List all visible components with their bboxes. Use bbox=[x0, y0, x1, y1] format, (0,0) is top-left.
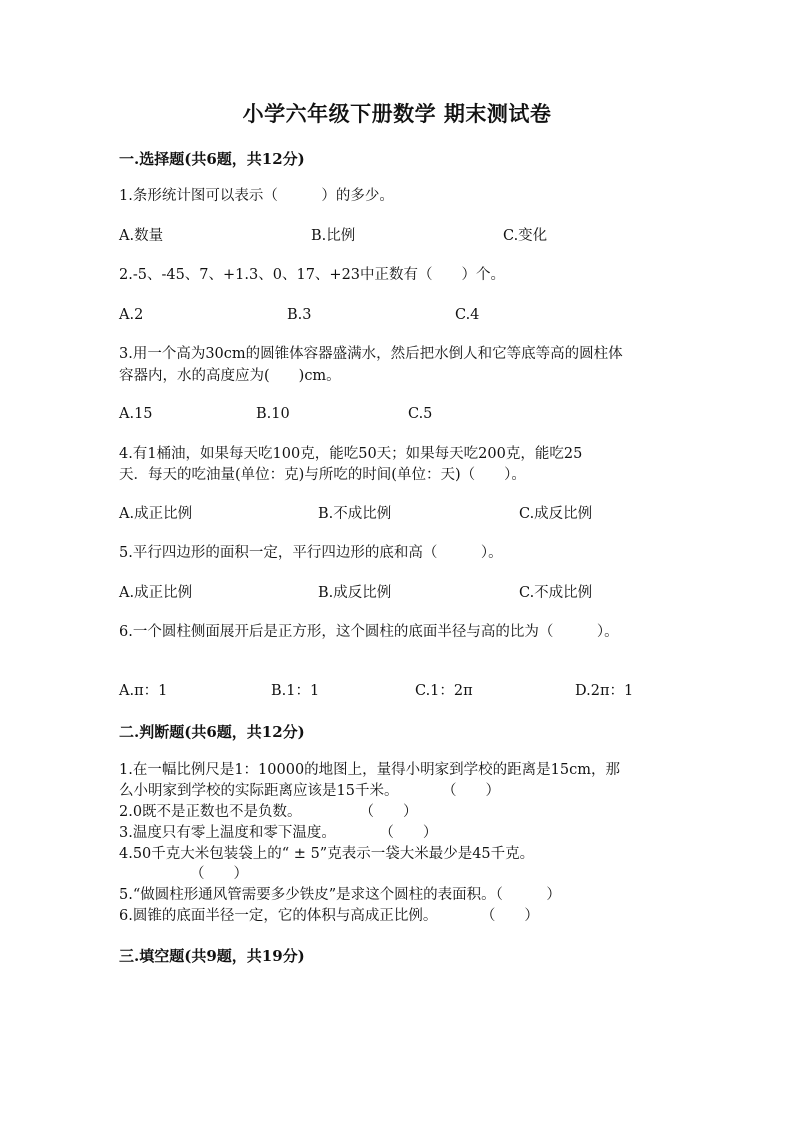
question-1: 1.条形统计图可以表示（ ）的多少。 bbox=[119, 188, 394, 204]
page-title: 小学六年级下册数学 期末测试卷 bbox=[242, 101, 552, 126]
q2-option-c: C.4 bbox=[455, 307, 480, 323]
judge-1-line-1: 1.在一幅比例尺是1：10000的地图上，量得小明家到学校的距离是15cm，那 bbox=[119, 762, 621, 778]
section-heading-judge: 二.判断题(共6题，共12分) bbox=[119, 723, 305, 741]
q5-option-c: C.不成比例 bbox=[519, 585, 593, 601]
question-3-line-2: 容器内，水的高度应为( )cm。 bbox=[119, 368, 341, 384]
question-5: 5.平行四边形的面积一定，平行四边形的底和高（ ）。 bbox=[119, 545, 503, 561]
q6-option-a: A.π：1 bbox=[119, 683, 168, 699]
q1-option-a: A.数量 bbox=[119, 228, 164, 244]
q3-option-c: C.5 bbox=[408, 406, 433, 422]
question-4-line-2: 天．每天的吃油量(单位：克)与所吃的时间(单位：天)（ ）。 bbox=[119, 467, 526, 483]
q6-option-b: B.1：1 bbox=[271, 683, 320, 699]
q2-option-a: A.2 bbox=[119, 307, 144, 323]
judge-5: 5.“做圆柱形通风管需要多少铁皮”是求这个圆柱的表面积。（ ） bbox=[119, 887, 561, 903]
judge-4-line-1: 4.50千克大米包装袋上的“ ± 5”克表示一袋大米最少是45千克。 bbox=[119, 846, 535, 862]
question-2: 2.-5、-45、7、+1.3、0、17、+23中正数有（ ）个。 bbox=[119, 267, 506, 283]
q5-option-a: A.成正比例 bbox=[119, 585, 193, 601]
q2-option-b: B.3 bbox=[287, 307, 312, 323]
section-heading-choice: 一.选择题(共6题，共12分) bbox=[119, 150, 305, 168]
question-6: 6.一个圆柱侧面展开后是正方形，这个圆柱的底面半径与高的比为（ ）。 bbox=[119, 624, 619, 640]
q3-option-b: B.10 bbox=[256, 406, 290, 422]
q4-option-a: A.成正比例 bbox=[119, 506, 193, 522]
judge-2: 2.0既不是正数也不是负数。 （ ） bbox=[119, 804, 418, 820]
judge-3: 3.温度只有零上温度和零下温度。 （ ） bbox=[119, 825, 438, 841]
q3-option-a: A.15 bbox=[119, 406, 153, 422]
q1-option-b: B.比例 bbox=[311, 228, 356, 244]
q4-option-c: C.成反比例 bbox=[519, 506, 593, 522]
section-heading-fill: 三.填空题(共9题，共19分) bbox=[119, 947, 305, 965]
judge-1-line-2: 么小明家到学校的实际距离应该是15千米。 （ ） bbox=[119, 783, 500, 799]
q5-option-b: B.成反比例 bbox=[318, 585, 392, 601]
question-3-line-1: 3.用一个高为30cm的圆锥体容器盛满水，然后把水倒人和它等底等高的圆柱体 bbox=[119, 346, 623, 362]
q4-option-b: B.不成比例 bbox=[318, 506, 392, 522]
judge-6: 6.圆锥的底面半径一定，它的体积与高成正比例。 （ ） bbox=[119, 908, 539, 924]
question-4-line-1: 4.有1桶油，如果每天吃100克，能吃50天；如果每天吃200克，能吃25 bbox=[119, 446, 583, 462]
q6-option-d: D.2π：1 bbox=[575, 683, 634, 699]
judge-4-line-2: （ ） bbox=[190, 866, 248, 882]
q1-option-c: C.变化 bbox=[503, 228, 548, 244]
q6-option-c: C.1：2π bbox=[415, 683, 473, 699]
